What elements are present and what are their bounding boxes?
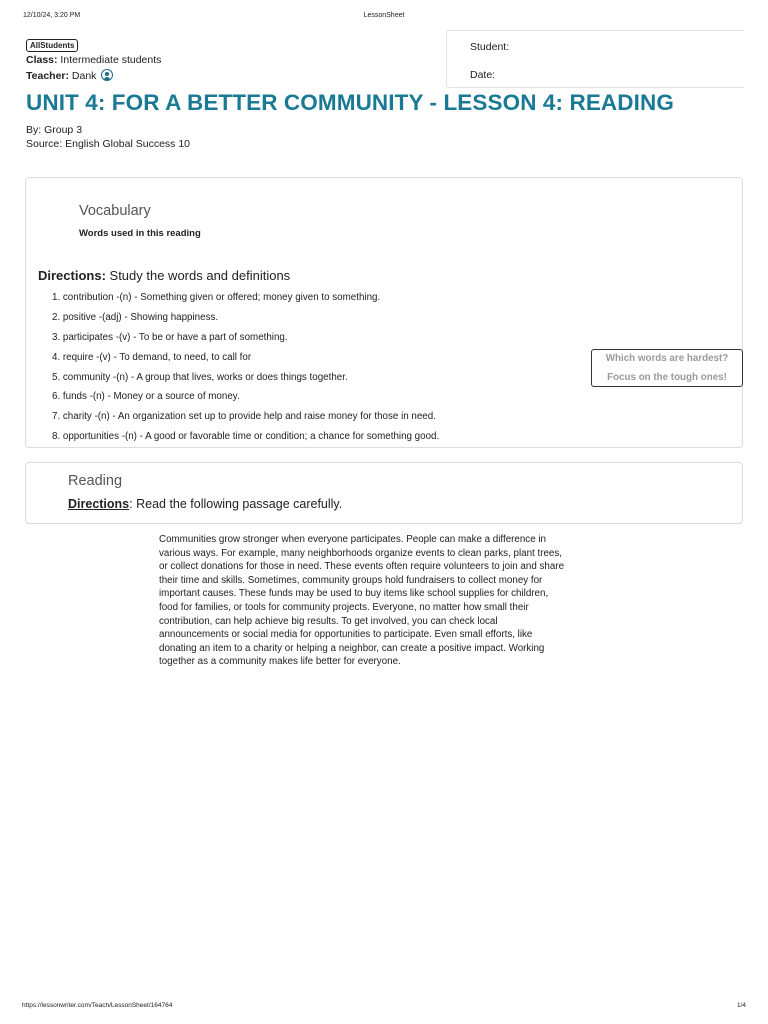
vocabulary-item: 8. opportunities -(n) - A good or favorable time or condition; a chance for something good. <box>52 431 440 443</box>
teacher-label: Teacher: <box>26 70 69 82</box>
teacher-value: Dank <box>69 70 97 82</box>
vocabulary-subheading: Words used in this reading <box>79 228 201 239</box>
passage-line: their time and skills. Sometimes, community groups hold fundraisers to collect money for <box>159 574 543 586</box>
passage-line: announcements or social media for opportunities to participate. Even small efforts, like <box>159 629 533 641</box>
teacher-row <box>26 69 161 83</box>
audience-badge: AllStudents <box>26 39 78 52</box>
passage-line: important causes. These funds may be used to buy items like school supplies for children, <box>159 588 549 600</box>
vocabulary-item: 7. charity -(n) - An organization set up to provide help and raise money for those in need. <box>52 411 436 423</box>
page-url: https://lessonwriter.com/Teach/LessonSheet/164764 <box>22 1002 173 1009</box>
passage-line: Communities grow stronger when everyone participates. People can make a difference in <box>159 534 547 545</box>
page-number: 1/4 <box>736 1002 746 1009</box>
lesson-meta <box>26 39 161 83</box>
vocabulary-item: 3. participates -(v) - To be or have a part of something. <box>52 331 288 343</box>
reading-card <box>25 462 743 524</box>
callout-line-2: Focus on the tough ones! <box>607 372 727 383</box>
author-line: By: Group 3 <box>26 124 83 136</box>
vocabulary-list <box>52 291 612 450</box>
vocabulary-directions <box>38 268 290 283</box>
vocabulary-item: 1. contribution -(n) - Something given or offered; money given to something. <box>52 292 381 303</box>
reading-directions-label: Directions <box>68 497 130 511</box>
vocabulary-item: 5. community -(n) - A group that lives, works or does things together. <box>52 371 348 383</box>
directions-label: Directions: <box>38 268 106 283</box>
vocabulary-item: 6. funds -(n) - Money or a source of money. <box>52 391 240 403</box>
print-header <box>0 12 768 24</box>
callout-line-1: Which words are hardest? <box>605 353 729 364</box>
vocabulary-item: 4. require -(v) - To demand, to need, to call for <box>52 351 252 363</box>
source-line: Source: English Global Success 10 <box>26 138 191 150</box>
student-info-box <box>446 30 744 88</box>
directions-text: Study the words and definitions <box>105 268 291 283</box>
class-value: Intermediate students <box>57 54 162 66</box>
print-title: LessonSheet <box>363 12 405 19</box>
passage-line: various ways. For example, many neighborhoods organize events to clean parks, plant trees, <box>159 547 562 559</box>
passage-line: contribution, can help achieve big results. To get involved, you can check local <box>159 615 498 627</box>
vocabulary-card <box>25 177 743 448</box>
passage-line: food for families, or tools for community projects. Everyone, no matter how small their <box>159 601 529 613</box>
reading-heading: Reading <box>68 473 123 489</box>
student-label: Student: <box>470 41 510 53</box>
hint-callout <box>591 349 743 387</box>
class-label: Class: <box>26 54 58 66</box>
passage-line: donating an item to a charity or helping a neighbor, can create a positive impact. Working <box>159 642 545 654</box>
date-label: Date: <box>470 69 496 81</box>
print-date: 12/10/24, 3:20 PM <box>23 12 81 19</box>
reading-directions-text: : Read the following passage carefully. <box>129 497 343 511</box>
reading-directions <box>68 497 342 511</box>
user-icon <box>101 69 113 81</box>
reading-passage <box>159 533 609 669</box>
passage-line: together as a community makes life better for everyone. <box>159 656 401 668</box>
vocabulary-heading: Vocabulary <box>79 203 151 219</box>
page-title: UNIT 4: FOR A BETTER COMMUNITY - LESSON 4: READING <box>26 90 674 115</box>
passage-line: or collect donations for those in need. These events often require volunteers to join and share <box>159 561 565 573</box>
byline <box>26 123 190 151</box>
class-row <box>26 54 161 67</box>
vocabulary-item: 2. positive -(adj) - Showing happiness. <box>52 311 219 323</box>
